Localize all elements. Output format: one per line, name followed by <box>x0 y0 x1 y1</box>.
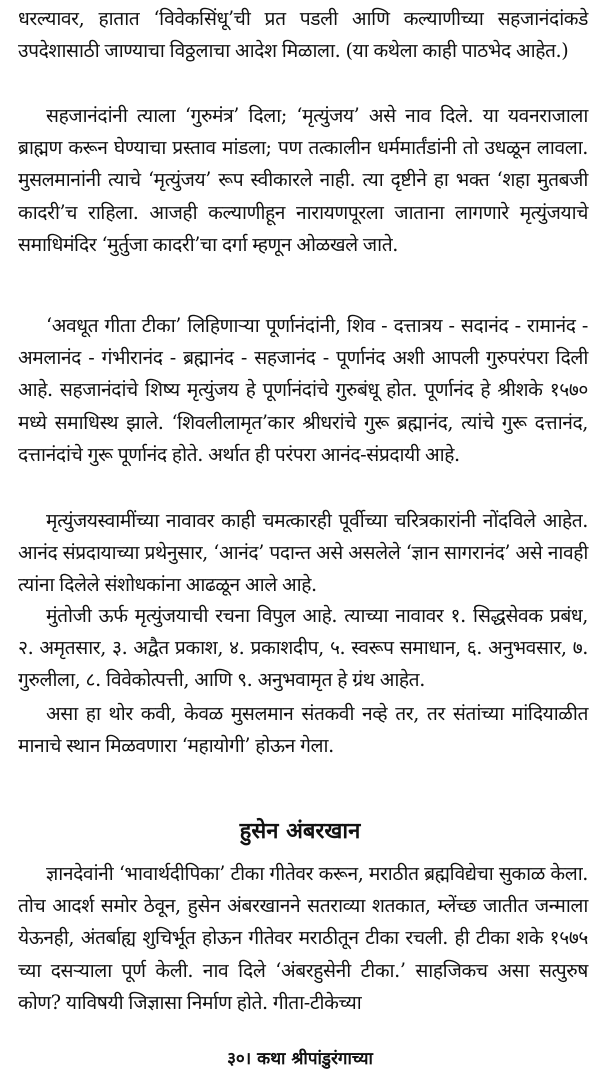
section-heading: हुसेन अंबरखान <box>239 818 361 844</box>
paragraph-vivek-sindhu: धरल्यावर, हातात ‘विवेकसिंधू’ची प्रत पडली आणि कल्याणीच्या सहजानंदांकडे उपदेशासाठी जाण्याचा विठ्ठलाचा आदेश मिळाला. (या कथेला काही पाठभेद आहेत.) <box>18 7 588 63</box>
paragraph-mahayogi: असा हा थोर कवी, केवळ मुसलमान संतकवी नव्हे तर, तर संतांच्या मांदियाळीत मानाचे स्थान मिळवणारा ‘महायोगी’ होऊन गेला. <box>18 702 588 758</box>
paragraph-chamatkar: मृत्युंजयस्वामींच्या नावावर काही चमत्कारही पूर्वीच्या चरित्रकारांनी नोंदविले आहेत. आनंद संप्रदायाच्या प्रथेनुसार, ‘आनंद’ पदान्त असे असलेले ‘ज्ञान सागरानंद’ असे नावही त्यांना दिलेले संशोधकांना आढळून आले आहे. <box>18 509 588 597</box>
paragraph-rachana: मुंतोजी ऊर्फ मृत्युंजयाची रचना विपुल आहे. त्याच्या नावावर १. सिद्धसेवक प्रबंध, २. अमृतसार, ३. अद्वैत प्रकाश, ४. प्रकाशदीप, ५. स्वरूप समाधान, ६. अनुभवसार, ७. गुरुलीला, ८. विवेकोत्पत्ती, आणि ९. अनुभवामृत हे ग्रंथ आहेत. <box>18 604 588 692</box>
paragraph-guru-parampara: ‘अवधूत गीता टीका’ लिहिणाऱ्या पूर्णानंदांनी, शिव - दत्तात्रय - सदानंद - रामानंद - अमलानंद - गंभीरानंद - ब्रह्मानंद - सहजानंद - पूर्णानंद अशी आपली गुरुपरंपरा दिली आहे. सहजानंदांचे शिष्य मृत्युंजय हे पूर्णानंदांचे गुरुबंधू होत. पूर्णानंद हे श्रीशके १५७० मध्ये समाधिस्थ झाले. ‘शिवलीलामृत’कार श्रीधरांचे गुरू ब्रह्मानंद, त्यांचे गुरू दत्तानंद, दत्तानंदांचे गुरू पूर्णानंद होते. अर्थात ही परंपरा आनंद-संप्रदायी आहे. <box>18 314 588 466</box>
paragraph-gurumantra: सहजानंदांनी त्याला ‘गुरुमंत्र’ दिला; ‘मृत्युंजय’ असे नाव दिले. या यवनराजाला ब्राह्मण करून घेण्याचा प्रस्ताव मांडला; पण तत्कालीन धर्ममार्तंडांनी तो उधळून लावला. मुसलमानांनी त्याचे ‘मृत्युंजय’ रूप स्वीकारले नाही. त्या दृष्टीने हा भक्त ‘शहा मुतबजी कादरी’च राहिला. आजही कल्याणीहून नारायणपूरला जाताना लागणारे मृत्युंजयाचे समाधिमंदिर ‘मुर्तुजा कादरी’चा दर्गा म्हणून ओळखले जाते. <box>18 104 588 256</box>
paragraph-husen-ambarkhan: ज्ञानदेवांनी ‘भावार्थदीपिका’ टीका गीतेवर करून, मराठीत ब्रह्मविद्येचा सुकाळ केला. तोच आदर्श समोर ठेवून, हुसेन अंबरखानने सतराव्या शतकात, म्लेंच्छ जातीत जन्माला येऊनही, अंतर्बाह्य शुचिर्भूत होऊन गीतेवर मराठीतून टीका रचली. ही टीका शके १५७५ च्या दसऱ्याला पूर्ण केली. नाव दिले ‘अंबरहुसेनी टीका.’ साहजिकच असा सत्पुरुष कोण? याविषयी जिज्ञासा निर्माण होते. गीता-टीकेच्या <box>18 862 588 1014</box>
page-footer: ३०। कथा श्रीपांडुरंगाच्या <box>227 1049 373 1069</box>
